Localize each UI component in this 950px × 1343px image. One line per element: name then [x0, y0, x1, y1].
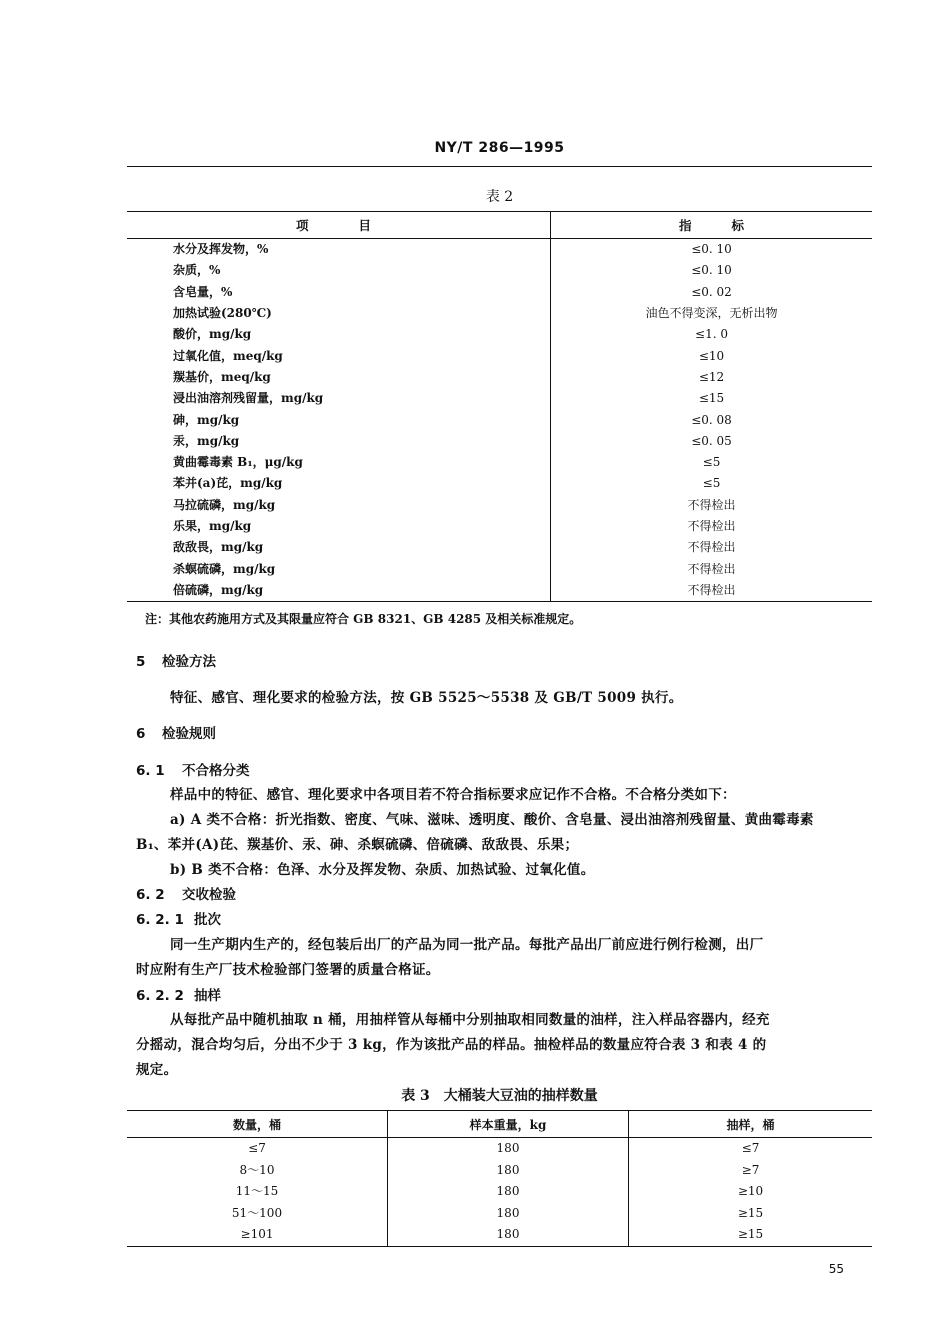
row-spec: ≤0. 10 — [691, 263, 732, 278]
section-number: 6. 1 — [136, 763, 165, 779]
table-row — [127, 367, 872, 388]
row-spec: ≤0. 05 — [691, 433, 732, 448]
row-item: 乐果，mg/kg — [127, 516, 551, 537]
table3-col-sampling: 抽样，桶 — [629, 1111, 873, 1138]
section-6-2-2-line1: 从每批产品中随机抽取 n 桶，用抽样管从每桶中分别抽取相同数量的油样，注入样品容器内，经充 — [170, 1012, 770, 1028]
section-title: 检验方法 — [162, 654, 216, 670]
section-6-2-heading — [136, 883, 236, 903]
table3-header-row — [127, 1111, 872, 1138]
cell-sample-weight: 180 — [388, 1160, 629, 1182]
section-number: 6. 2 — [136, 887, 165, 903]
class-b-line: b) B 类不合格：色泽、水分及挥发物、杂质、加热试验、过氧化值。 — [170, 862, 595, 878]
cell-sample-weight: 180 — [388, 1224, 629, 1246]
table3-col-quantity: 数量，桶 — [127, 1111, 388, 1138]
table-row — [127, 324, 872, 345]
section-number: 5 — [136, 654, 146, 670]
section-number: 6 — [136, 726, 146, 742]
section-6-2-1-line2: 时应附有生产厂技术检验部门签署的质量合格证。 — [136, 962, 440, 978]
table-row — [127, 452, 872, 473]
table-row — [127, 345, 872, 366]
row-spec: ≤15 — [698, 391, 725, 406]
table2-header-row — [127, 212, 872, 239]
table2-col-item: 项目 — [127, 212, 551, 239]
table-row — [127, 1160, 872, 1182]
cell-sampling: ≥15 — [629, 1224, 873, 1246]
table2-col-spec: 指标 — [551, 212, 873, 239]
table3-col-sample-weight: 样本重量，kg — [388, 1111, 629, 1138]
row-item: 敌敌畏，mg/kg — [127, 537, 551, 558]
row-spec: ≤0. 02 — [691, 284, 732, 299]
table2-note: 注：其他农药施用方式及其限量应符合 GB 8321、GB 4285 及相关标准规定。 — [145, 612, 582, 626]
cell-sample-weight: 180 — [388, 1138, 629, 1160]
row-spec: 油色不得变深，无析出物 — [645, 306, 778, 321]
section-title: 批次 — [194, 912, 221, 928]
row-spec: ≤10 — [698, 348, 725, 363]
table-row — [127, 495, 872, 516]
table-row — [127, 303, 872, 324]
table-row — [127, 1203, 872, 1225]
row-item: 黄曲霉毒素 B₁，μg/kg — [127, 452, 551, 473]
row-spec: ≤0. 10 — [691, 242, 732, 257]
table-row — [127, 388, 872, 409]
row-item: 浸出油溶剂残留量，mg/kg — [127, 388, 551, 409]
cell-sampling: ≥15 — [737, 1205, 764, 1220]
row-spec: ≤5 — [702, 455, 721, 470]
row-item: 含皂量，% — [127, 282, 551, 303]
table2-caption: 表 2 — [485, 189, 514, 205]
section-title: 抽样 — [194, 988, 221, 1004]
cell-sample-weight: 180 — [388, 1181, 629, 1203]
row-item: 酸价，mg/kg — [127, 324, 551, 345]
row-spec: 不得检出 — [687, 519, 736, 533]
section-number: 6. 2. 1 — [136, 912, 184, 928]
row-item: 砷，mg/kg — [127, 409, 551, 430]
section-6-heading — [136, 722, 216, 742]
class-a-line1: a) A 类不合格：折光指数、密度、气味、滋味、透明度、酸价、含皂量、浸出油溶剂残留量、黄曲霉毒素 — [170, 812, 814, 828]
table3 — [127, 1110, 872, 1247]
row-item: 苯并(a)芘，mg/kg — [127, 473, 551, 494]
table-row — [127, 537, 872, 558]
section-number: 6. 2. 2 — [136, 988, 184, 1004]
cell-sampling: ≤7 — [741, 1141, 760, 1156]
cell-quantity: 51～100 — [127, 1203, 388, 1225]
section-6-2-2-line2: 分摇动，混合均匀后，分出不少于 3 kg，作为该批产品的样品。抽检样品的数量应符合表 3 和表 4 的 — [136, 1037, 767, 1053]
row-item: 马拉硫磷，mg/kg — [127, 495, 551, 516]
table-row — [127, 431, 872, 452]
row-spec: ≤5 — [702, 476, 721, 491]
row-spec: 不得检出 — [687, 497, 736, 512]
section-title: 交收检验 — [182, 887, 236, 903]
row-item: 倍硫磷，mg/kg — [127, 580, 551, 602]
cell-quantity: ≤7 — [127, 1138, 388, 1160]
cell-quantity: 11～15 — [127, 1181, 388, 1203]
header-rule — [127, 166, 872, 167]
table-row — [127, 1181, 872, 1203]
row-item: 加热试验(280℃) — [127, 303, 551, 324]
row-item: 杀螟硫磷，mg/kg — [127, 558, 551, 579]
section-5-text: 特征、感官、理化要求的检验方法，按 GB 5525～5538 及 GB/T 5009 执行。 — [170, 690, 683, 706]
section-title: 检验规则 — [162, 726, 216, 742]
row-spec: 不得检出 — [687, 540, 736, 555]
cell-quantity: 8～10 — [127, 1160, 388, 1182]
table-row — [127, 1138, 872, 1160]
section-6-2-1-line1: 同一生产期内生产的，经包装后出厂的产品为同一批产品。每批产品出厂前应进行例行检测，出厂 — [170, 937, 764, 953]
row-spec: 不得检出 — [551, 580, 873, 602]
row-item: 杂质，% — [127, 260, 551, 281]
section-6-2-2-heading — [136, 984, 221, 1004]
table-row — [127, 1224, 872, 1246]
cell-sampling: ≥7 — [741, 1162, 760, 1177]
row-item: 过氧化值，meq/kg — [127, 345, 551, 366]
standard-code-header: NY/T 286—1995 — [434, 140, 565, 156]
section-6-2-1-heading — [136, 908, 221, 928]
table-row — [127, 409, 872, 430]
section-6-2-2-line3: 规定。 — [136, 1062, 178, 1078]
section-title: 不合格分类 — [182, 763, 250, 779]
section-5-heading — [136, 650, 216, 670]
table-row — [127, 239, 872, 261]
row-spec: 不得检出 — [687, 561, 736, 576]
table3-caption: 表 3 大桶装大豆油的抽样数量 — [401, 1088, 598, 1104]
section-6-1-text: 样品中的特征、感官、理化要求中各项目若不符合指标要求应记作不合格。不合格分类如下： — [170, 787, 736, 803]
table-row — [127, 580, 872, 602]
row-spec: ≤0. 08 — [691, 412, 732, 427]
page-number: 55 — [828, 1262, 844, 1276]
cell-sampling: ≥10 — [737, 1184, 764, 1199]
row-spec: ≤1. 0 — [695, 327, 728, 342]
class-a-line2: B₁、苯并(A)芘、羰基价、汞、砷、杀螟硫磷、倍硫磷、敌敌畏、乐果； — [136, 837, 579, 853]
section-6-1-heading — [136, 759, 250, 779]
row-item: 汞，mg/kg — [127, 431, 551, 452]
cell-sample-weight: 180 — [388, 1203, 629, 1225]
table-row — [127, 282, 872, 303]
table2 — [127, 211, 872, 602]
row-item: 羰基价，meq/kg — [127, 367, 551, 388]
table-row — [127, 473, 872, 494]
row-item: 水分及挥发物，% — [127, 239, 551, 261]
cell-quantity: ≥101 — [127, 1224, 388, 1246]
row-spec: ≤12 — [698, 369, 725, 384]
table-row — [127, 516, 872, 537]
table-row — [127, 558, 872, 579]
table-row — [127, 260, 872, 281]
